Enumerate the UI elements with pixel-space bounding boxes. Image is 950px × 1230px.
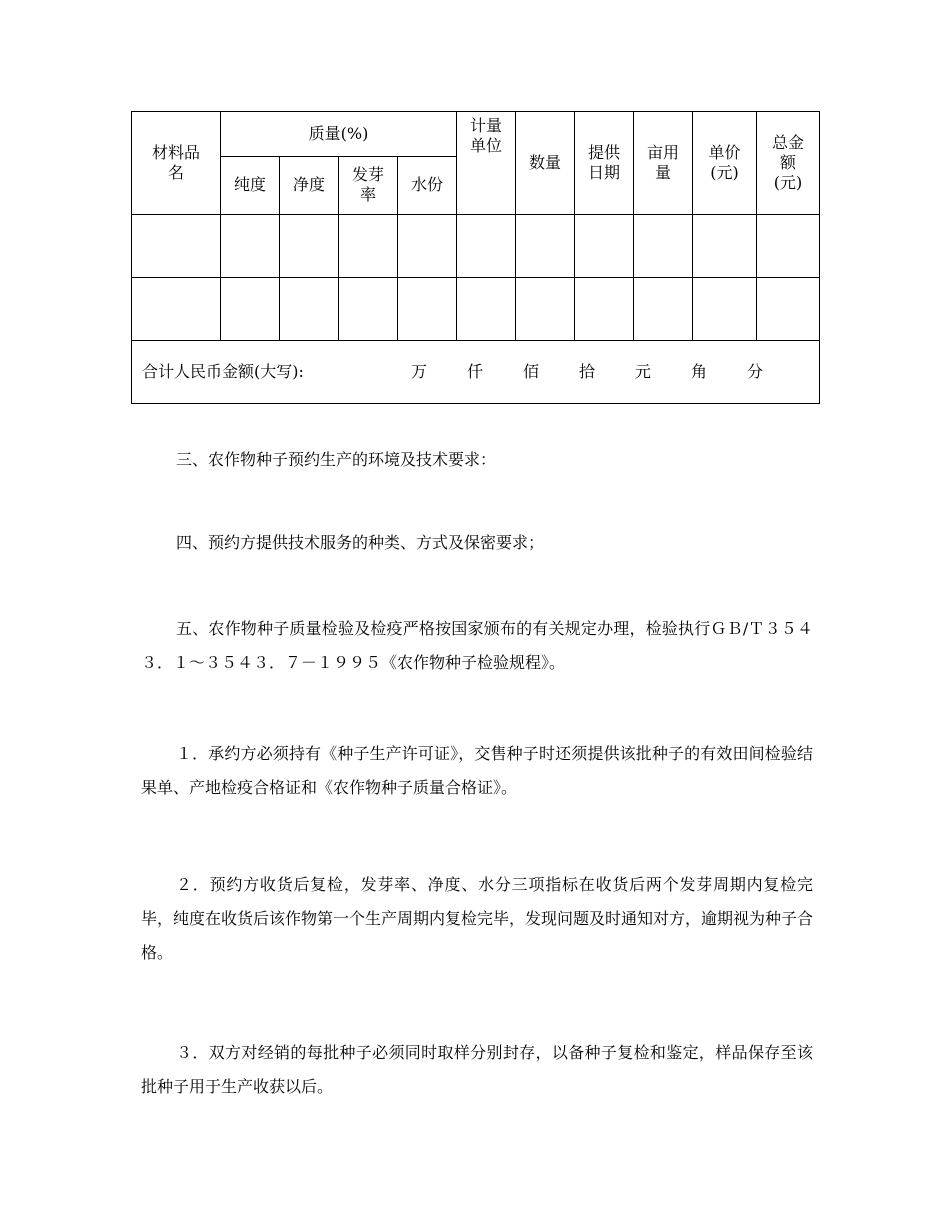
table-cell[interactable]	[516, 214, 575, 277]
header-total	[757, 112, 820, 215]
header-germination-label: 发芽率	[351, 165, 384, 204]
header-total-label: 总金额(元)	[772, 132, 805, 192]
table-cell[interactable]	[575, 277, 634, 340]
denom-jiao: 角	[691, 361, 708, 381]
seed-spec-table	[131, 111, 820, 404]
header-germination	[339, 156, 398, 214]
paragraph-clause-3: ３．双方对经销的每批种子必须同时取样分别封存，以备种子复检和鉴定，样品保存至该批种子用于生产收获以后。	[141, 1043, 813, 1096]
header-unit-label: 计量单位	[470, 116, 503, 155]
header-cleanliness-label: 净度	[292, 175, 325, 194]
table-cell[interactable]	[457, 277, 516, 340]
header-unit-price	[693, 112, 757, 215]
table-row	[132, 277, 820, 340]
header-quality	[221, 112, 457, 157]
header-quantity-label: 数量	[529, 152, 562, 172]
header-unit-lower	[457, 156, 516, 214]
table-cell[interactable]	[693, 214, 757, 277]
table-cell[interactable]	[516, 277, 575, 340]
header-quality-label: 质量(%)	[308, 123, 369, 143]
paragraph-clause-2: ２．预约方收货后复检，发芽率、净度、水分三项指标在收货后两个发芽周期内复检完毕，纯度在收货后该作物第一个生产周期内复检完毕，发现问题及时通知对方，逾期视为种子合格。	[141, 875, 814, 962]
table-cell[interactable]	[339, 277, 398, 340]
table-row	[132, 214, 820, 277]
header-quantity	[516, 112, 575, 215]
table-cell[interactable]	[221, 214, 280, 277]
total-row	[132, 340, 820, 403]
table-cell[interactable]	[280, 214, 339, 277]
table-cell[interactable]	[221, 277, 280, 340]
paragraph-section-4: 四、预约方提供技术服务的种类、方式及保密要求；	[176, 533, 545, 552]
table-cell[interactable]	[398, 214, 457, 277]
header-supply-date-label: 提供日期	[588, 142, 621, 182]
header-supply-date	[575, 112, 634, 215]
table-cell[interactable]	[693, 277, 757, 340]
table-cell[interactable]	[757, 214, 820, 277]
table-cell[interactable]	[339, 214, 398, 277]
denom-yuan: 元	[635, 361, 652, 381]
total-amount-label: 合计人民币金额(大写):	[142, 361, 304, 381]
paragraph-section-3: 三、农作物种子预约生产的环境及技术要求：	[176, 450, 497, 469]
table-cell[interactable]	[757, 277, 820, 340]
denom-wan: 万	[411, 361, 428, 381]
denom-bai: 佰	[523, 361, 540, 381]
header-unit	[457, 112, 516, 157]
table-cell[interactable]	[575, 214, 634, 277]
paragraph-section-5: 五、农作物种子质量检验及检疫严格按国家颁布的有关规定办理，检验执行ＧＢ/Ｔ３５４３．１～３５４３．７－１９９５《农作物种子检验规程》。	[141, 619, 813, 672]
header-per-mu	[634, 112, 693, 215]
header-moisture-label: 水份	[411, 175, 444, 194]
table-cell[interactable]	[132, 214, 221, 277]
table-cell[interactable]	[634, 214, 693, 277]
header-purity-label: 纯度	[233, 175, 266, 194]
header-unit-price-label: 单价(元)	[708, 142, 741, 182]
denom-shi: 拾	[579, 361, 596, 381]
table-cell[interactable]	[280, 277, 339, 340]
header-moisture	[398, 156, 457, 214]
denom-qian: 仟	[467, 361, 484, 381]
header-per-mu-label: 亩用量	[647, 142, 680, 182]
header-cleanliness	[280, 156, 339, 214]
table-cell[interactable]	[634, 277, 693, 340]
table-cell[interactable]	[132, 277, 221, 340]
header-material-label: 材料品名	[151, 142, 200, 182]
paragraph-clause-1: １．承约方必须持有《种子生产许可证》，交售种子时还须提供该批种子的有效田间检验结果单、产地检疫合格证和《农作物种子质量合格证》。	[141, 744, 813, 797]
header-material	[132, 112, 221, 215]
table-cell[interactable]	[398, 277, 457, 340]
table-cell[interactable]	[457, 214, 516, 277]
header-purity	[221, 156, 280, 214]
total-amount-cell[interactable]	[132, 340, 820, 403]
denom-fen: 分	[747, 361, 764, 381]
